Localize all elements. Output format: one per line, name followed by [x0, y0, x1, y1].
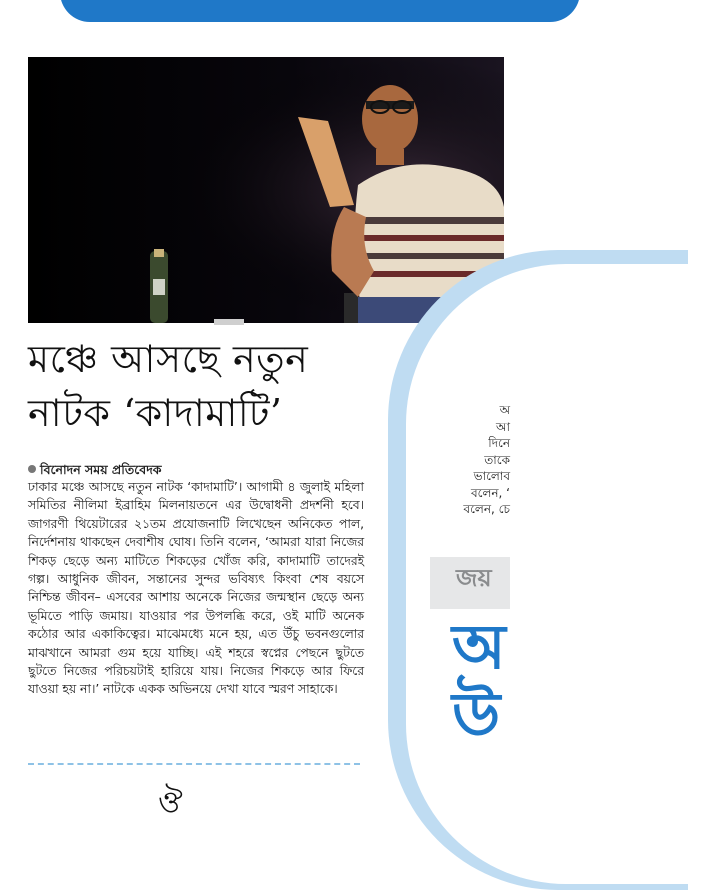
- headline: [28, 332, 388, 440]
- side-line: ভালোব: [473, 469, 510, 483]
- side-big-headline-2: উ: [452, 678, 501, 751]
- side-column-text: [440, 402, 510, 518]
- byline: [28, 462, 368, 478]
- stage-photo-illustration: [28, 57, 504, 323]
- side-band-text: জয়: [456, 564, 492, 592]
- next-headline-fragment: ঔ: [158, 785, 183, 820]
- side-line: বলেন, চে: [463, 502, 510, 516]
- side-line: আ: [496, 419, 510, 434]
- article-photo: [28, 57, 504, 323]
- side-line: দিনে: [488, 436, 510, 450]
- side-line: তাকে: [484, 452, 510, 467]
- side-line: অ: [499, 403, 510, 417]
- headline-line-1: মঞ্চে আসছে নতুন: [28, 337, 309, 381]
- top-banner: [60, 0, 580, 22]
- side-line: বলেন, ‘: [470, 485, 510, 500]
- bullet-icon: [28, 465, 36, 473]
- article-body: ঢাকার মঞ্চে আসছে নতুন নাটক ‘কাদামাটি’। আগামী ৪ জুলাই মহিলা সমিতির নীলিমা ইব্রাহিম মিলনায়তনে এর উদ্বোধনী প্রদর্শনী হবে। জাগরণী থিয়েটারের ২১তম প্রযোজনাটি লিখেছেন অনিকেত পাল, নির্দেশনায় থাকছেন দেবাশীষ ঘোষ। তিনি বলেন, ‘আমরা যারা নিজের শিকড় ছেড়ে অন্য মাটিতে শিকড়ের খোঁজ করি, কাদামাটি তাদেরই গল্প। আধুনিক জীবন, সন্তানের সুন্দর ভবিষ্যৎ কিংবা শেষ বয়সে নিশ্চিন্ত জীবন– এসবের আশায় অনেকে নিজের জন্মস্থান ছেড়ে অন্য ভূমিতে পাড়ি জমায়। যাওয়ার পর উপলব্ধি করে, ওই মাটি অনেক কঠোর আর একাকিত্বের। মাঝেমধ্যে মনে হয়, এত উঁচু ভবনগুলোর মাঝখানে আমরা গুম হয়ে যাচ্ছি। এই শহরে স্বপ্নের পেছনে ছুটতে ছুটতে নিজের পরিচয়টাই হারিয়ে যায়। নিজের শিকড়ে আর ফিরে যাওয়া হয় না।’ নাটকে একক অভিনয়ে দেখা যাবে স্মরণ সাহাকে।: [28, 480, 364, 697]
- byline-text: বিনোদন সময় প্রতিবেদক: [40, 462, 162, 477]
- side-big-headline-1: অ: [452, 610, 506, 683]
- headline-line-2: নাটক ‘কাদামাটি’: [28, 391, 283, 435]
- section-divider: [28, 763, 360, 765]
